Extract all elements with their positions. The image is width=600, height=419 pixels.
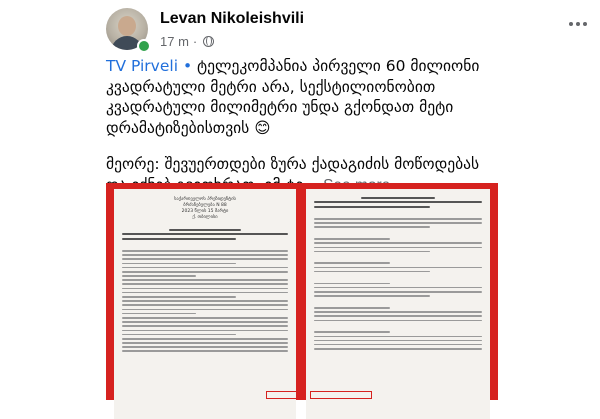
globe-icon xyxy=(203,36,214,47)
highlight-box-right xyxy=(310,391,372,399)
tagged-page-link[interactable]: TV Pirveli xyxy=(106,57,179,75)
document-heading xyxy=(114,189,296,221)
post-header xyxy=(106,4,600,56)
doc-heading-line-1: საქართველოს პრეზიდენტის xyxy=(174,197,236,202)
post-meta xyxy=(160,34,214,49)
doc-heading-line-3: 2023 წლის 15 მარტი xyxy=(181,209,229,214)
post-paragraph-1 xyxy=(106,56,496,138)
meta-separator: · xyxy=(192,34,198,49)
more-options-icon[interactable] xyxy=(566,12,590,36)
doc-heading-line-4: ქ. თბილისი xyxy=(192,215,218,220)
paragraph-1-text: ტელეკომპანია პირველი 60 მილიონი კვადრატული მეტრი არა, სექსტილიონობით კვადრატული მილიმეტრი უნდა გქონდათ მეტი დრამატიზებისთვის 😊 xyxy=(106,57,480,137)
document-page-left xyxy=(114,189,296,419)
tag-bullet: • xyxy=(178,57,198,75)
author-name[interactable]: Levan Nikoleishvili xyxy=(160,10,305,27)
attached-document-image[interactable] xyxy=(106,183,498,400)
highlight-box-left xyxy=(266,391,298,399)
doc-heading-line-2: ბრძანებულება N 88 xyxy=(183,203,227,208)
paragraph-2-text: მეორე: შევუერთდები ზურა ქადაგიძის მოწოდებას xyxy=(106,155,480,173)
post-timestamp[interactable]: 17 m xyxy=(160,34,189,49)
online-status-indicator xyxy=(137,39,151,53)
document-page-right xyxy=(306,189,490,419)
